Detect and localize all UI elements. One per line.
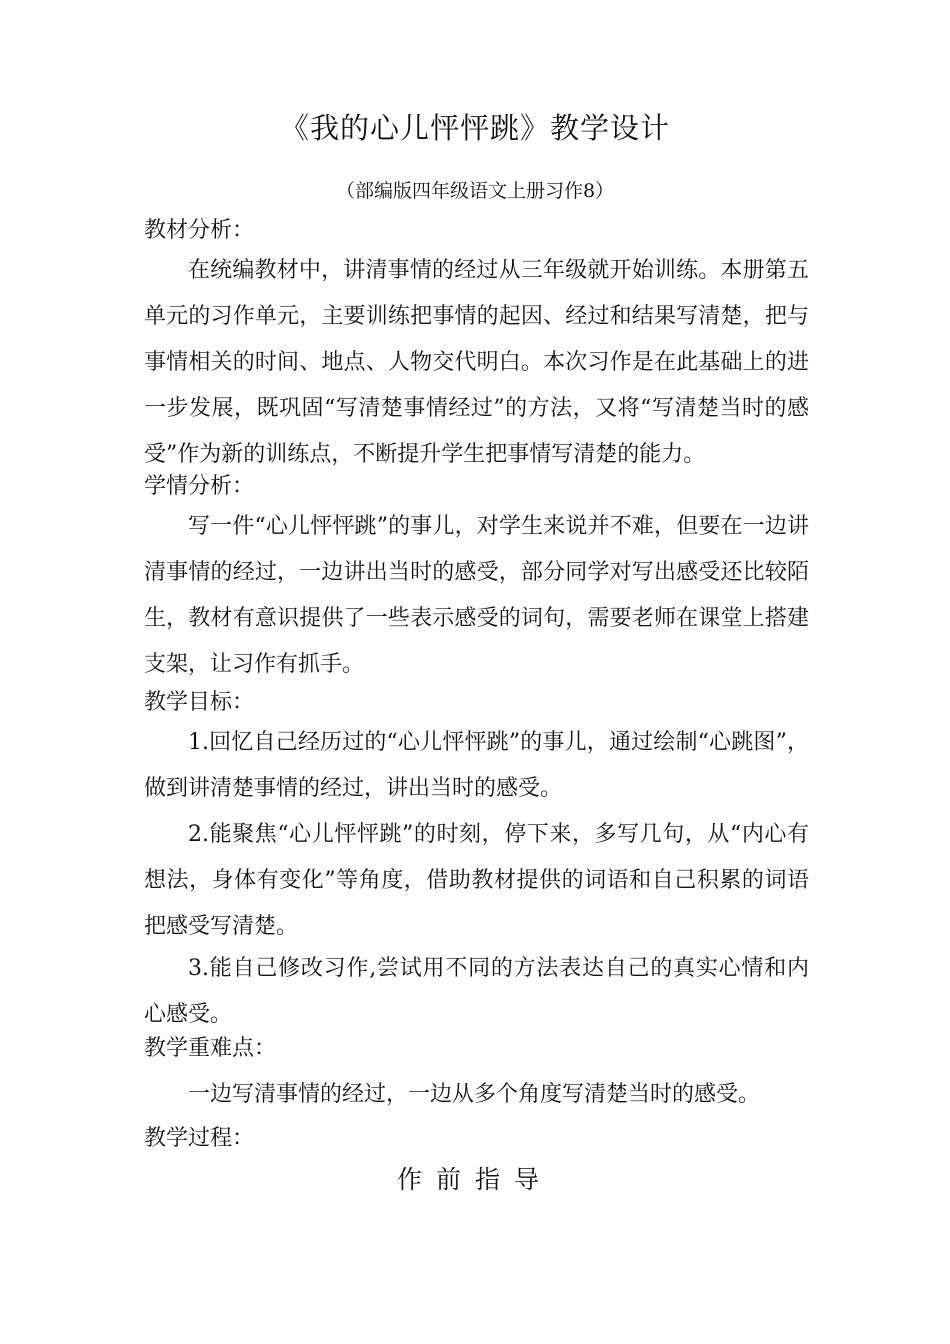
- paragraph-material-analysis: 在统编教材中，讲清事情的经过从三年级就开始训练。本册第五单元的习作单元，主要训练把事情的起因、经过和结果写清楚，把与事情相关的时间、地点、人物交代明白。本次习作是在此基础上的进一步发展，既巩固“写清楚事情经过”的方法，又将“写清楚当时的感受”作为新的训练点，不断提升学生把事情写清楚的能力。: [144, 258, 809, 467]
- goal-item-2: 2.能聚焦“心儿怦怦跳”的时刻，停下来，多写几句，从“内心有想法，身体有变化”等角度，借助教材提供的词语和自己积累的词语把感受写清楚。: [144, 822, 809, 939]
- paragraph-student-analysis: 写一件“心儿怦怦跳”的事儿，对学生来说并不难，但要在一边讲清事情的经过，一边讲出当时的感受，部分同学对写出感受还比较陌生，教材有意识提供了一些表示感受的词句，需要老师在课堂上搭建支架，让习作有抓手。: [144, 514, 809, 677]
- goal-item-1: 1.回忆自己经历过的“心儿怦怦跳”的事儿，通过绘制“心跳图”，做到讲清楚事情的经过，讲出当时的感受。: [144, 730, 809, 801]
- goal-item-3: 3.能自己修改习作,尝试用不同的方法表达自己的真实心情和内心感受。: [144, 956, 809, 1027]
- section-title-pre-writing-guidance: 作前指导: [396, 1165, 553, 1194]
- heading-student-analysis: 学情分析：: [144, 474, 255, 499]
- heading-teaching-goals: 教学目标：: [144, 690, 255, 715]
- heading-teaching-process: 教学过程：: [144, 1126, 255, 1151]
- document-title: 《我的心儿怦怦跳》教学设计: [279, 111, 670, 145]
- document-subtitle: （部编版四年级语文上册习作8）: [335, 180, 615, 202]
- heading-key-points: 教学重难点：: [144, 1036, 277, 1061]
- paragraph-key-points: 一边写清事情的经过，一边从多个角度写清楚当时的感受。: [188, 1082, 761, 1107]
- heading-material-analysis: 教材分析：: [144, 218, 255, 243]
